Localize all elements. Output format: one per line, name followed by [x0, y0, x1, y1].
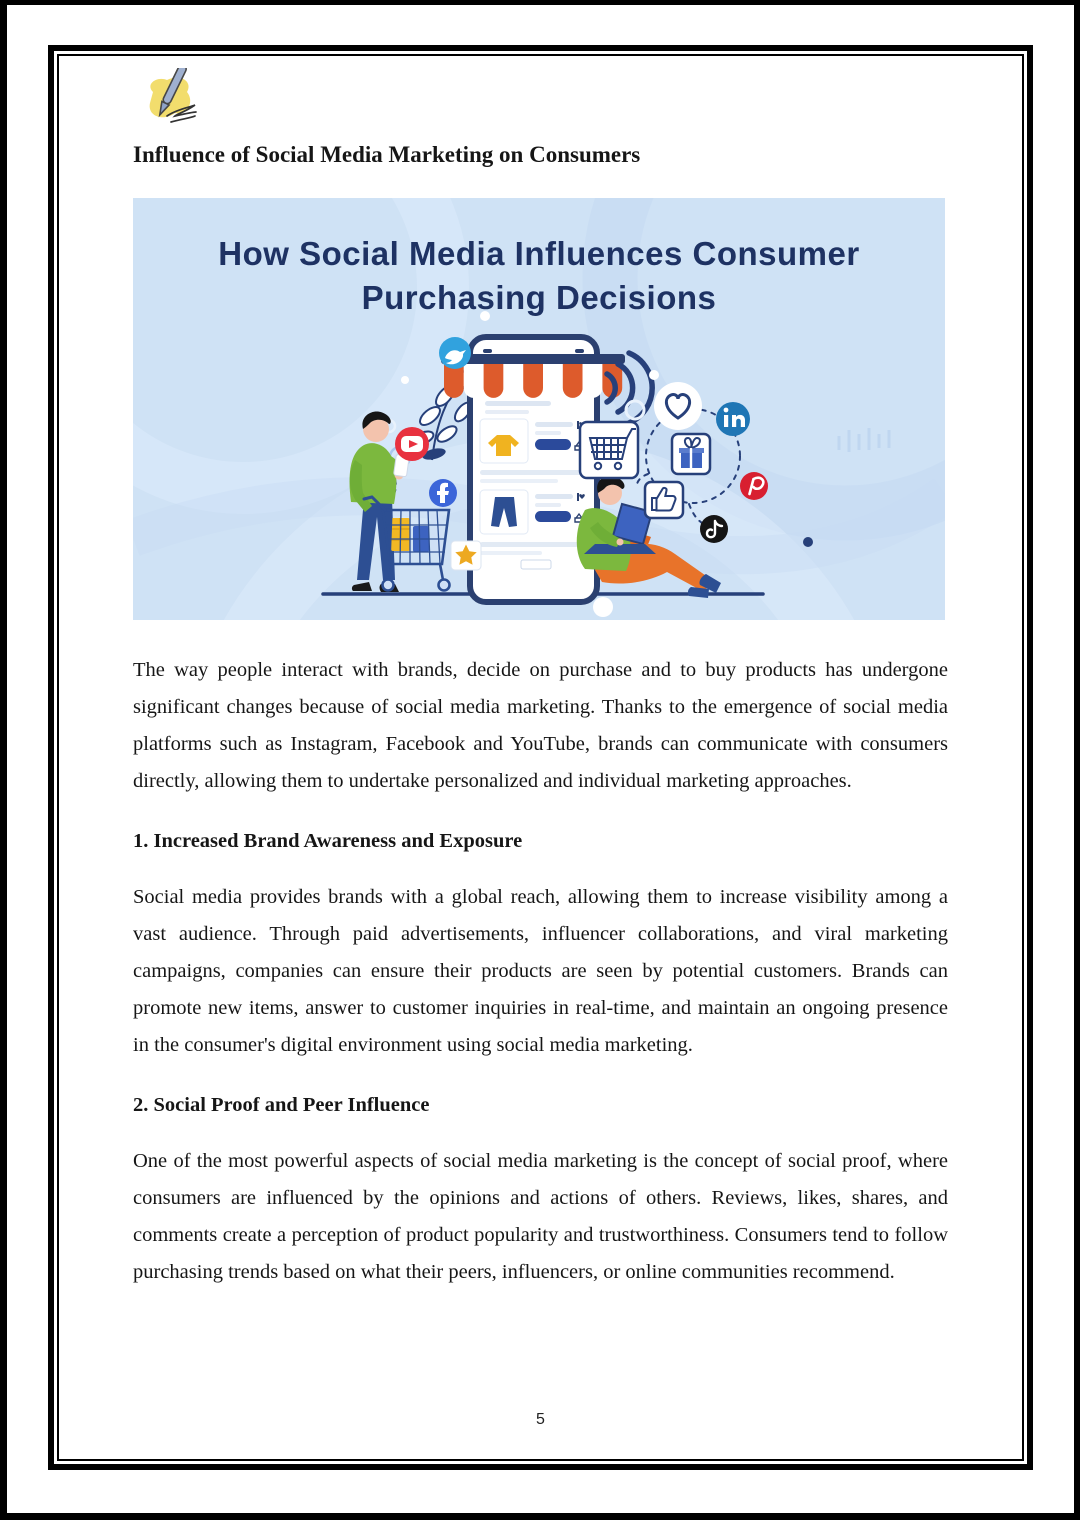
- heart-icon: [654, 382, 702, 430]
- tiktok-icon: [700, 515, 728, 543]
- gift-icon: [672, 434, 710, 474]
- hero-illustration: [133, 198, 945, 620]
- decor-dot: [649, 370, 659, 380]
- cart-icon: [580, 422, 638, 478]
- document-body: [133, 652, 948, 1291]
- page-border-frame: [48, 45, 1033, 1470]
- page-title: Influence of Social Media Marketing on Consumers: [133, 142, 641, 167]
- facebook-icon: [429, 479, 457, 507]
- youtube-icon: [395, 427, 429, 461]
- section-2-heading: 2. Social Proof and Peer Influence: [133, 1094, 430, 1116]
- illustration-title-line1: How Social Media Influences Consumer: [218, 235, 860, 272]
- intro-paragraph: The way people interact with brands, decide on purchase and to buy products has undergone significant changes because of social media marketing. Thanks to the emergence of social media platforms such as Instagram, Facebook and YouTube, brands can communicate with consumers directly, allowing them to undertake personalized and individual marketing approaches.: [133, 659, 948, 792]
- linkedin-icon: [716, 402, 750, 436]
- section-1-heading: 1. Increased Brand Awareness and Exposure: [133, 830, 523, 852]
- illustration-title: [133, 232, 945, 320]
- section-2-paragraph: One of the most powerful aspects of social media marketing is the concept of social proof, where consumers are influenced by the opinions and actions of others. Reviews, likes, shares, and comments create a perception of product popularity and trustworthiness. Consumers tend to follow purchasing trends based on what their peers, influencers, or online communities recommend.: [133, 1150, 948, 1283]
- page-border-inner: [57, 54, 1024, 1461]
- thumbs-up-icon: [645, 482, 683, 518]
- twitter-icon: [439, 337, 471, 369]
- page-number: 5: [536, 1411, 545, 1428]
- pen-scribble-icon: [137, 68, 203, 128]
- pinterest-icon: [740, 472, 768, 500]
- star-icon: [451, 541, 481, 570]
- illustration-title-line2: Purchasing Decisions: [361, 279, 717, 316]
- paper-sheet: [7, 5, 1074, 1513]
- section-1-paragraph: Social media provides brands with a global reach, allowing them to increase visibility among a vast audience. Through paid advertisements, influencer collaborations, and viral marketing campaigns, companies can ensure their products are seen by potential customers. Brands can promote new items, answer to customer inquiries in real-time, and maintain an ongoing presence in the consumer's digital environment using social media marketing.: [133, 886, 948, 1056]
